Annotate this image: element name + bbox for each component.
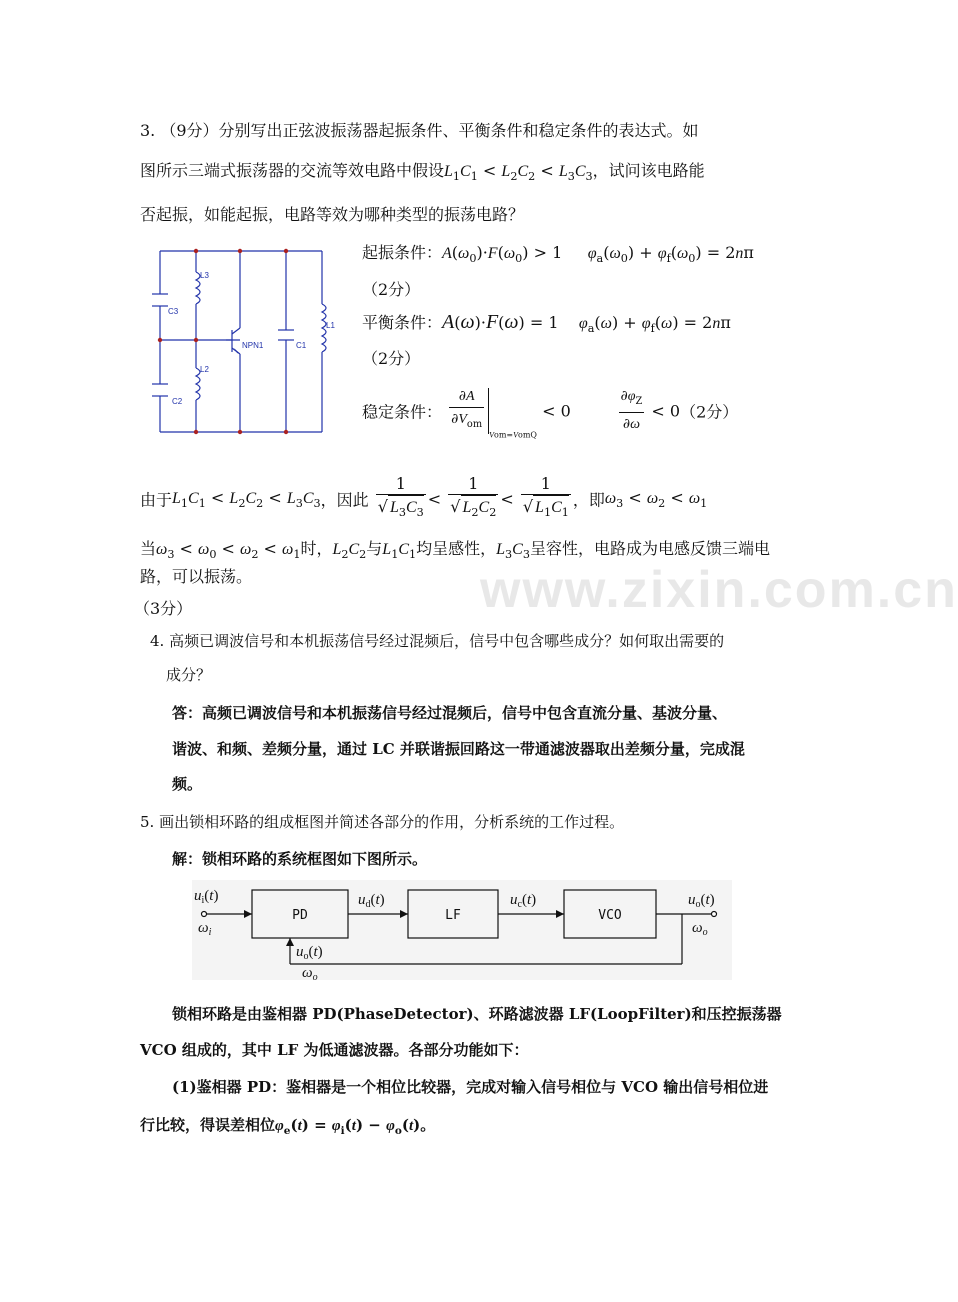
label-npn: NPN1 [242, 341, 264, 350]
start-score: （2分） [362, 280, 421, 299]
balance-condition: 平衡条件：A(ω)·F(ω) = 1 $\varphi_a(\omega) + \varphi_f(\omega) = 2n\pi$ [362, 311, 731, 336]
label-c2: C2 [172, 397, 183, 406]
pll-block-diagram [192, 880, 732, 983]
vco-label: VCO [598, 908, 622, 923]
q5-line1: 5. 画出锁相环路的组成框图并简述各部分的作用，分析系统的工作过程。 [140, 813, 625, 831]
signal-ui: $u_i(t)$ [194, 888, 219, 906]
q3-line3: 否起振，如能起振，电路等效为哪种类型的振荡电路？ [140, 205, 525, 224]
oscillator-circuit-diagram [150, 244, 335, 436]
label-c1: C1 [296, 341, 307, 350]
start-condition: 起振条件：$A(\omega_0)\cdot F(\omega_0) > 1$ $\varphi_a(\omega_0) + \varphi_f(\omega_0) = 2n\pi$ [362, 243, 754, 266]
balance-score: （2分） [362, 349, 421, 368]
lf-label: LF [445, 908, 461, 923]
since-line: 由于$L_1C_1 < L_2C_2 < L_3C_3$，因此 $\frac{1}{√ L_3C_3}$ < $\frac{1}{√ L_2C_2}$ < $\frac{1}{√ L_1C_1}$ ，即$\omega_3 < \omega_2 < \omega_1$ [140, 474, 707, 524]
q4-answer-line1: 答：高频已调波信号和本机振荡信号经过混频后，信号中包含直流分量、基波分量、 [172, 704, 728, 722]
signal-omega-i: $\omega_i$ [198, 920, 212, 938]
stable-condition: 稳定条件： $\frac{\partial A}{\partial V_{om}}$ $_{Vom=VomQ}$ < 0 $\frac{\partial\varphi_Z}{\partial\omega}$ < 0（2分） [362, 388, 739, 440]
label-l2: L2 [200, 365, 209, 374]
when-line: 当$\omega_3 < \omega_0 < \omega_2 < \omega_1$时，$L_2C_2$与$L_1C_1$均呈感性，$L_3C_3$呈容性，电路成为电感反馈三端电 [140, 539, 770, 562]
signal-uo-out: $u_o(t)$ [688, 892, 715, 910]
label-c3: C3 [168, 307, 179, 316]
q3-line2: 图所示三端式振荡器的交流等效电路中假设$L_1C_1 < L_2C_2 < L_3C_3$，试问该电路能 [140, 161, 705, 184]
q4-line2: 成分？ [166, 666, 212, 684]
q4-line1: 4. 高频已调波信号和本机振荡信号经过混频后，信号中包含哪些成分？如何取出需要的 [150, 632, 725, 650]
q3-score: （3分） [134, 599, 193, 618]
signal-omega-o-feedback: $\omega_o$ [302, 965, 318, 983]
q5-paragraph3: (1)鉴相器 PD：鉴相器是一个相位比较器，完成对输入信号相位与 VCO 输出信号相位进 [172, 1078, 769, 1096]
signal-uc: $u_c(t)$ [510, 892, 537, 910]
q5-solution: 解：锁相环路的系统框图如下图所示。 [172, 850, 428, 868]
q3-line1: 3. （9分）分别写出正弦波振荡器起振条件、平衡条件和稳定条件的表达式。如 [140, 121, 699, 140]
watermark: www.zixin.com.cn [480, 561, 958, 619]
q4-answer-line3: 频。 [172, 775, 203, 793]
signal-omega-o-out: $\omega_o$ [692, 920, 708, 938]
label-l1: L1 [326, 321, 335, 330]
pd-label: PD [292, 908, 308, 923]
label-l3: L3 [200, 271, 209, 280]
q5-paragraph1: 锁相环路是由鉴相器 PD(PhaseDetector)、环路滤波器 LF(LoopFilter)和压控振荡器 [172, 1005, 782, 1023]
q5-paragraph4: 行比较，得误差相位$\varphi_e(t) = \varphi_i(t) - \varphi_o(t)$。 [140, 1116, 436, 1137]
q4-answer-line2: 谐波、和频、差频分量，通过 LC 并联谐振回路这一带通滤波器取出差频分量，完成混 [172, 740, 745, 758]
final-line: 路，可以振荡。 [140, 567, 253, 586]
signal-ud: $u_d(t)$ [358, 892, 385, 910]
signal-uo-feedback: $u_o(t)$ [296, 944, 323, 962]
q5-paragraph2: VCO 组成的，其中 LF 为低通滤波器。各部分功能如下： [140, 1041, 529, 1059]
